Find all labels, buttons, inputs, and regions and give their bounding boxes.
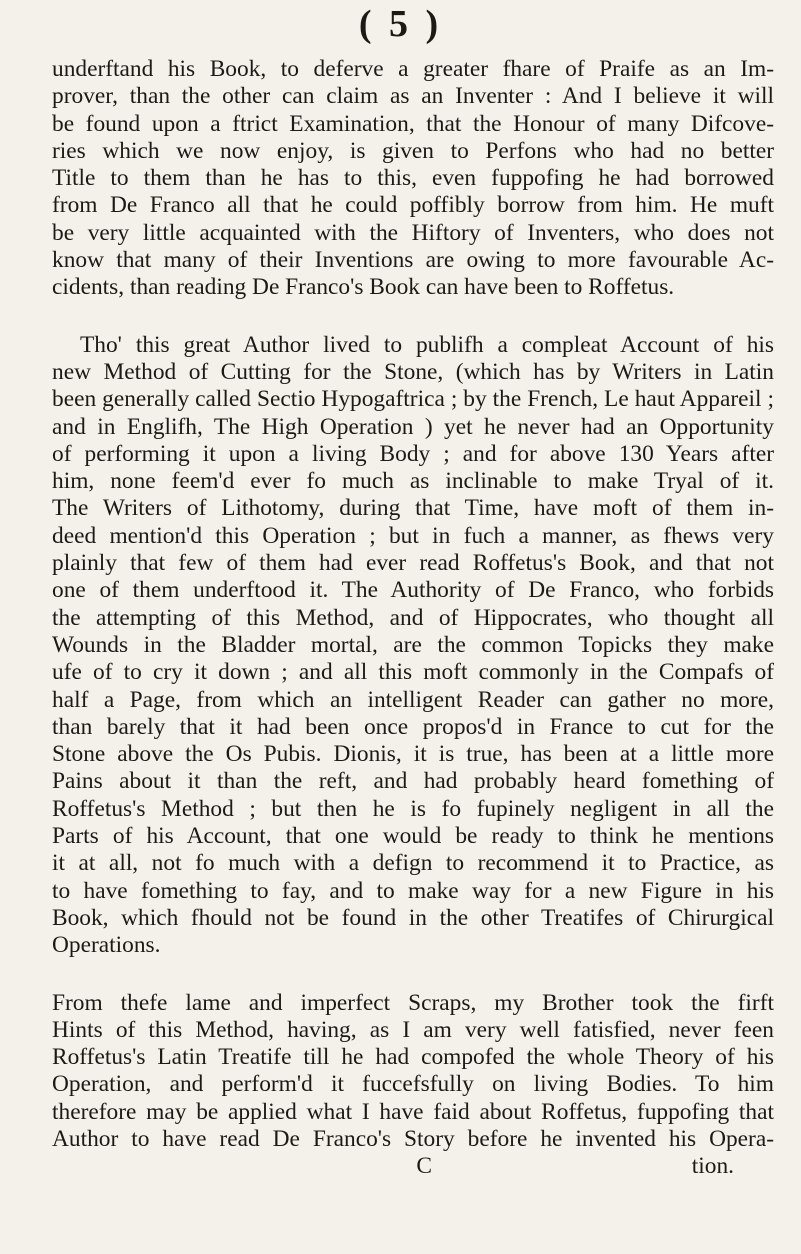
- text-line: and in Englifh, The High Operation ) yet he never had an Opportunity: [52, 413, 774, 440]
- text-line: to have fomething to fay, and to make way for a new Figure in his: [52, 877, 774, 904]
- text-line: be found upon a ftrict Examination, that the Honour of many Difcove-: [52, 110, 774, 137]
- text-line: underftand his Book, to deferve a greater fhare of Praife as an Im-: [52, 56, 774, 82]
- text-line: than barely that it had been once propos'd in France to cut for the: [52, 713, 774, 740]
- text-line: from De Franco all that he could poffibly borrow from him. He muft: [52, 192, 774, 219]
- text-line: new Method of Cutting for the Stone, (which has by Writers in Latin: [52, 358, 774, 385]
- text-line: of performing it upon a living Body ; and for above 130 Years after: [52, 440, 774, 467]
- text-line: Author to have read De Franco's Story before he invented his Opera-: [52, 1125, 774, 1152]
- text-line: cidents, than reading De Franco's Book can have been to Roffetus.: [52, 274, 675, 301]
- text-line: The Writers of Lithotomy, during that Time, have moft of them in-: [52, 495, 774, 522]
- text-line: half a Page, from which an intelligent Reader can gather no more,: [52, 686, 774, 713]
- text-line: Operations.: [52, 932, 161, 959]
- text-line: ries which we now enjoy, is given to Perfons who had no better: [52, 137, 774, 164]
- page-footer: [52, 1153, 774, 1180]
- text-line: him, none feem'd ever fo much as inclinable to make Tryal of it.: [52, 468, 774, 495]
- paragraph-3: [52, 990, 774, 1154]
- text-line: Tho' this great Author lived to publifh a compleat Account of his: [80, 331, 774, 358]
- text-line: one of them underftood it. The Authority of De Franco, who forbids: [52, 577, 774, 604]
- paragraph-gap: [52, 960, 774, 990]
- catchword: tion.: [691, 1153, 734, 1180]
- text-line: prover, than the other can claim as an Inventer : And I believe it will: [52, 83, 774, 110]
- text-line: know that many of their Inventions are owing to more favourable Ac-: [52, 247, 774, 274]
- text-line: Roffetus's Method ; but then he is fo fupinely negligent in all the: [52, 795, 774, 822]
- text-line: From thefe lame and imperfect Scraps, my Brother took the firft: [52, 989, 774, 1016]
- text-line: Book, which fhould not be found in the other Treatifes of Chirurgical: [52, 904, 774, 931]
- page-number: ( 5 ): [358, 3, 443, 45]
- text-line: be very little acquainted with the Hiftory of Inventers, who does not: [52, 219, 774, 246]
- text-line: deed mention'd this Operation ; but in fuch a manner, as fhews very: [52, 522, 774, 549]
- text-line: Parts of his Account, that one would be ready to think he mentions: [52, 823, 774, 850]
- text-line: Pains about it than the reft, and had probably heard fomething of: [52, 768, 774, 795]
- text-line: Roffetus's Latin Treatife till he had compofed the whole Theory of his: [52, 1044, 774, 1071]
- paragraph-1: [52, 56, 774, 302]
- page-text: [52, 56, 774, 1181]
- text-line: Stone above the Os Pubis. Dionis, it is true, has been at a little more: [52, 741, 774, 768]
- text-line: it at all, not fo much with a defign to recommend it to Practice, as: [52, 850, 774, 877]
- text-line: therefore may be applied what I have faid about Roffetus, fuppofing that: [52, 1098, 774, 1125]
- text-line: Title to them than he has to this, even fuppofing he had borrowed: [52, 165, 774, 192]
- text-line: plainly that few of them had ever read Roffetus's Book, and that not: [52, 550, 774, 577]
- text-line: the attempting of this Method, and of Hippocrates, who thought all: [52, 604, 774, 631]
- text-line: Hints of this Method, having, as I am very well fatisfied, never feen: [52, 1016, 774, 1043]
- text-line: Wounds in the Bladder mortal, are the common Topicks they make: [52, 631, 774, 658]
- signature-mark: C: [416, 1153, 432, 1180]
- paragraph-gap: [52, 302, 774, 332]
- text-line: Operation, and perform'd it fuccefsfully on living Bodies. To him: [52, 1071, 774, 1098]
- text-line: ufe of to cry it down ; and all this moft commonly in the Compafs of: [52, 659, 774, 686]
- paragraph-2: [52, 332, 774, 960]
- text-line: been generally called Sectio Hypogaftrica ; by the French, Le haut Appareil ;: [52, 386, 774, 413]
